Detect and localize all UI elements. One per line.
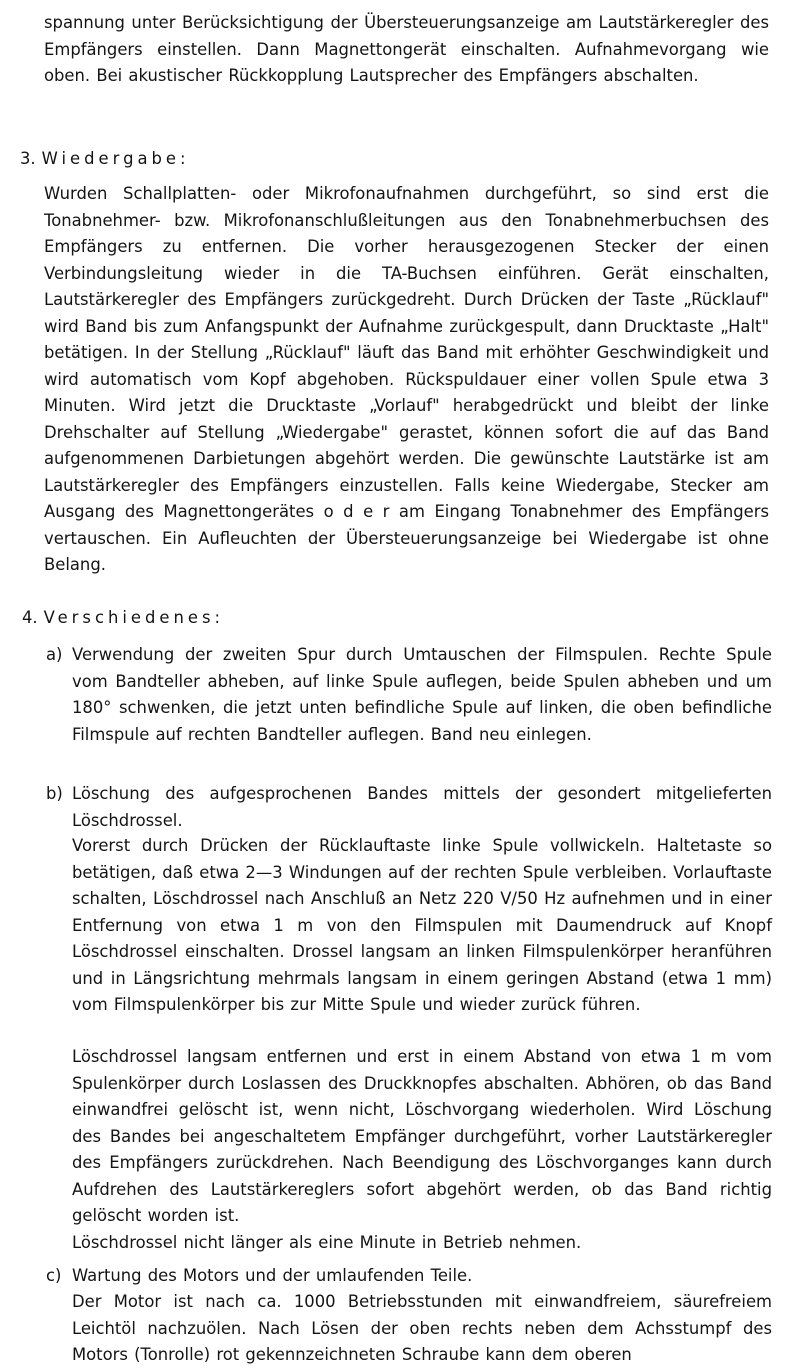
item-b-title: Löschung des aufgesprochenen Bandes mittels der gesondert mitgelieferten Löschdrossel.	[72, 784, 772, 830]
item-c-title: Wartung des Motors und der umlaufenden Teile.	[72, 1266, 473, 1285]
item-a-text: Verwendung der zweiten Spur durch Umtauschen der Filmspulen. Rechte Spule vom Bandteller abheben, auf linke Spule auflegen, beide Spulen abheben und um 180° schwenken, die jetzt unten befindliche Spule auf linken, die oben befindliche Filmspule auf rechten Bandteller auflegen. Band neu einlegen.	[72, 645, 772, 744]
item-b-paragraph-3: Löschdrossel nicht länger als eine Minute in Betrieb nehmen.	[72, 1233, 582, 1252]
section-3-number: 3.	[20, 149, 36, 168]
item-b-paragraph-2: Löschdrossel langsam entfernen und erst in einem Abstand von etwa 1 m vom Spulenkörper durch Loslassen des Druckknopfes abschalten. Abhören, ob das Band einwandfrei gelöscht ist, wenn nicht, Löschvorgang wiederholen. Wird Löschung des Bandes bei angeschaltetem Empfänger durchgeführt, vorher Lautstärkeregler des Empfängers zurückdrehen. Nach Beendigung des Löschvorganges kann durch Aufdrehen des Lautstärkereglers sofort abgehört werden, ob das Band richtig gelöscht worden ist.	[72, 1047, 772, 1225]
section-3-heading	[20, 146, 190, 172]
section-4-number: 4.	[22, 608, 38, 627]
section-4-heading	[22, 605, 224, 631]
item-b-paragraph-1: Vorerst durch Drücken der Rücklauftaste linke Spule vollwickeln. Haltetaste so betätigen, daß etwa 2—3 Windungen auf der rechten Spule verbleiben. Vorlauftaste schalten, Löschdrossel nach Anschluß an Netz 220 V/50 Hz aufnehmen und in einer Entfernung von etwa 1 m von den Filmspulen mit Daumendruck auf Knopf Löschdrossel einschalten. Drossel langsam an linken Filmspulenkörper heranführen und in Längsrichtung mehrmals langsam in einem geringen Abstand (etwa 1 mm) vom Filmspulenkörper bis zur Mitte Spule und wieder zurück führen.	[72, 836, 772, 1014]
item-c-paragraph-1: Der Motor ist nach ca. 1000 Betriebsstunden mit einwandfreiem, säurefreiem Leichtöl nachzuölen. Nach Lösen der oben rechts neben dem Achsstumpf des Motors (Tonrolle) rot gekennzeichneten Schraube kann dem oberen	[72, 1292, 772, 1364]
item-a-label: a)	[46, 645, 63, 664]
section-3-body: Wurden Schallplatten- oder Mikrofonaufnahmen durchgeführt, so sind erst die Tonabnehmer- bzw. Mikrofonanschlußleitungen aus den Tonabnehmerbuchsen des Empfängers zu entfernen. Die vorher herausgezogenen Stecker der einen Verbindungsleitung wieder in die TA-Buchsen einführen. Gerät einschalten, Lautstärkeregler des Empfängers zurückgedreht. Durch Drücken der Taste „Rücklauf" wird Band bis zum Anfangspunkt der Aufnahme zurückgespult, dann Drucktaste „Halt" betätigen. In der Stellung „Rücklauf" läuft das Band mit erhöhter Geschwindigkeit und wird automatisch vom Kopf abgehoben. Rückspuldauer einer vollen Spule etwa 3 Minuten. Wird jetzt die Drucktaste „Vorlauf" herabgedrückt und bleibt der linke Drehschalter auf Stellung „Wiedergabe" gerastet, können sofort die auf das Band aufgenommenen Darbietungen abgehört werden. Die gewünschte Lautstärke ist am Lautstärkeregler des Empfängers einzustellen. Falls keine Wiedergabe, Stecker am Ausgang des Magnettongerätes o d e r am Eingang Tonabnehmer des Empfängers vertauschen. Ein Aufleuchten der Übersteuerungsanzeige bei Wiedergabe ist ohne Belang.	[44, 184, 769, 574]
section-4-title: Verschiedenes:	[43, 608, 225, 627]
section-3-title: Wiedergabe:	[41, 149, 190, 168]
item-c-label: c)	[46, 1266, 62, 1285]
item-b-label: b)	[46, 784, 63, 803]
intro-paragraph: spannung unter Berücksichtigung der Übersteuerungsanzeige am Lautstärkeregler des Empfängers einstellen. Dann Magnettongerät einschalten. Aufnahmevorgang wie oben. Bei akustischer Rückkopplung Lautsprecher des Empfängers abschalten.	[44, 13, 769, 85]
